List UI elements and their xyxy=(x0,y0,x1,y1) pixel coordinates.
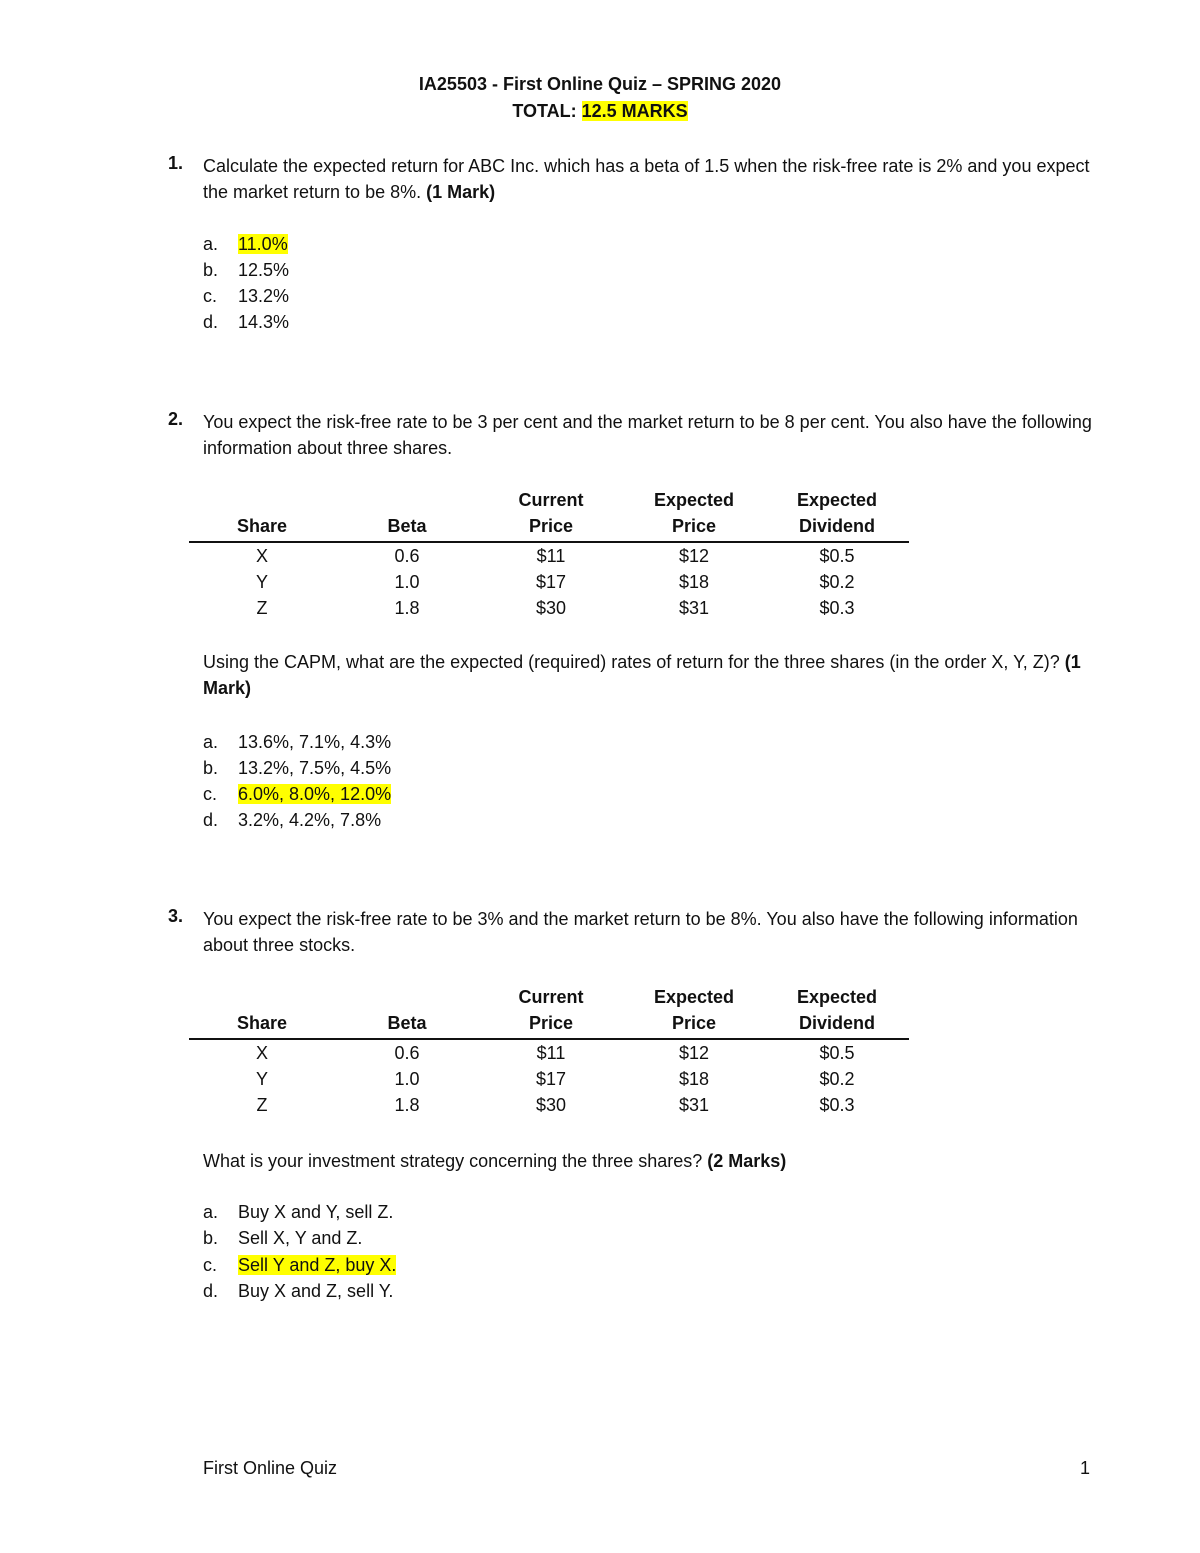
col-header-expected-price: Expected Price xyxy=(623,487,765,542)
table-cell: $31 xyxy=(678,598,710,618)
table-cell: $17 xyxy=(535,1069,567,1089)
option-text: Sell Y and Z, buy X. xyxy=(238,1255,397,1275)
table-cell: Y xyxy=(255,572,268,592)
table-cell: $31 xyxy=(678,1095,710,1115)
q1-option-b[interactable] xyxy=(203,257,289,283)
table-header-row xyxy=(189,487,909,542)
option-text: Sell X, Y and Z. xyxy=(238,1228,363,1248)
table-cell: $0.2 xyxy=(819,1069,855,1089)
table-header-row xyxy=(189,984,909,1039)
table-cell: $0.3 xyxy=(819,598,855,618)
table-cell: Z xyxy=(256,1095,268,1115)
table-cell: $12 xyxy=(678,546,710,566)
q3-text: You expect the risk-free rate to be 3% and the market return to be 8%. You also have the following information about three stocks. xyxy=(203,909,1078,955)
table-cell: 1.8 xyxy=(394,598,420,618)
col-header-beta: Beta xyxy=(335,984,479,1039)
option-text: 3.2%, 4.2%, 7.8% xyxy=(238,810,382,830)
table-cell: 1.0 xyxy=(394,572,420,592)
col-header-expected-dividend: Expected Dividend xyxy=(765,984,909,1039)
table-cell: $0.2 xyxy=(819,572,855,592)
q1-number: 1. xyxy=(168,153,184,173)
q2-share-table xyxy=(189,487,909,621)
q1-text xyxy=(203,153,1103,205)
col-header-current-price: Current Price xyxy=(479,487,623,542)
option-text: 11.0% xyxy=(238,234,288,254)
q2-prompt xyxy=(203,649,1103,701)
q2-prompt-text: Using the CAPM, what are the expected (required) rates of return for the three shares (in the order X, Y, Z)? xyxy=(203,652,1065,672)
option-text: 13.6%, 7.1%, 4.3% xyxy=(238,732,392,752)
table-row xyxy=(189,1066,909,1092)
total-label: TOTAL: xyxy=(512,101,582,121)
q3-option-c[interactable] xyxy=(203,1252,396,1278)
table-cell: 1.8 xyxy=(394,1095,420,1115)
option-text: 14.3% xyxy=(238,312,290,332)
option-letter: b. xyxy=(203,1228,219,1248)
q1-option-a[interactable] xyxy=(203,231,288,257)
table-cell: X xyxy=(255,1043,268,1063)
col-header-expected-dividend: Expected Dividend xyxy=(765,487,909,542)
q2-option-c[interactable] xyxy=(203,781,391,807)
total-value: 12.5 MARKS xyxy=(581,101,688,121)
option-text: 13.2%, 7.5%, 4.5% xyxy=(238,758,392,778)
quiz-title: IA25503 - First Online Quiz – SPRING 2020 xyxy=(418,74,782,94)
table-cell: $12 xyxy=(678,1043,710,1063)
table-cell: $11 xyxy=(536,546,566,566)
table-cell: $18 xyxy=(678,572,710,592)
q3-option-d[interactable] xyxy=(203,1278,393,1304)
col-header-share: Share xyxy=(189,487,335,542)
table-cell: $30 xyxy=(535,1095,567,1115)
option-text: Buy X and Z, sell Y. xyxy=(238,1281,394,1301)
table-row xyxy=(189,569,909,595)
table-row xyxy=(189,1092,909,1118)
table-row xyxy=(189,595,909,621)
option-letter: b. xyxy=(203,758,219,778)
table-cell: $18 xyxy=(678,1069,710,1089)
table-cell: $0.3 xyxy=(819,1095,855,1115)
option-text: Buy X and Y, sell Z. xyxy=(238,1202,394,1222)
q2-number: 2. xyxy=(168,409,184,429)
table-row xyxy=(189,542,909,569)
col-header-share: Share xyxy=(189,984,335,1039)
footer-title: First Online Quiz xyxy=(203,1458,338,1478)
option-text: 6.0%, 8.0%, 12.0% xyxy=(238,784,392,804)
option-letter: c. xyxy=(203,1255,218,1275)
table-cell: $11 xyxy=(536,1043,566,1063)
table-cell: X xyxy=(255,546,268,566)
table-cell: $0.5 xyxy=(819,546,855,566)
option-letter: a. xyxy=(203,732,219,752)
option-letter: a. xyxy=(203,234,219,254)
q3-share-table xyxy=(189,984,909,1118)
table-row xyxy=(189,1039,909,1066)
table-cell: 1.0 xyxy=(394,1069,420,1089)
col-header-expected-price: Expected Price xyxy=(623,984,765,1039)
q3-prompt-text: What is your investment strategy concerning the three shares? xyxy=(203,1151,708,1171)
q1-option-d[interactable] xyxy=(203,309,289,335)
q1-stem: Calculate the expected return for ABC Inc. which has a beta of 1.5 when the risk-free rate is 2% and you expect the market return to be 8%. xyxy=(203,156,1090,202)
q1-option-c[interactable] xyxy=(203,283,289,309)
q2-marks: (1 Mark) xyxy=(203,652,1081,698)
table-cell: $17 xyxy=(535,572,567,592)
table-cell: Y xyxy=(255,1069,268,1089)
table-cell: Z xyxy=(256,598,268,618)
q2-text: You expect the risk-free rate to be 3 per cent and the market return to be 8 per cent. You also have the following information about three shares. xyxy=(203,412,1092,458)
col-header-beta: Beta xyxy=(335,487,479,542)
option-text: 13.2% xyxy=(238,286,290,306)
option-text: 12.5% xyxy=(238,260,290,280)
q3-marks: (2 Marks) xyxy=(707,1151,787,1171)
option-letter: d. xyxy=(203,810,219,830)
total-marks xyxy=(0,101,1200,122)
table-cell: $0.5 xyxy=(819,1043,855,1063)
option-letter: d. xyxy=(203,312,219,332)
table-cell: 0.6 xyxy=(394,546,420,566)
option-letter: d. xyxy=(203,1281,219,1301)
q3-option-b[interactable] xyxy=(203,1225,362,1251)
option-letter: b. xyxy=(203,260,219,280)
col-header-current-price: Current Price xyxy=(479,984,623,1039)
q3-prompt xyxy=(203,1148,1103,1174)
q2-option-b[interactable] xyxy=(203,755,391,781)
q2-option-a[interactable] xyxy=(203,729,391,755)
q1-marks: (1 Mark) xyxy=(426,182,496,202)
q2-option-d[interactable] xyxy=(203,807,381,833)
table-cell: 0.6 xyxy=(394,1043,420,1063)
table-cell: $30 xyxy=(535,598,567,618)
option-letter: c. xyxy=(203,784,218,804)
page-number: 1 xyxy=(1080,1458,1091,1478)
option-letter: a. xyxy=(203,1202,219,1222)
option-letter: c. xyxy=(203,286,218,306)
q3-option-a[interactable] xyxy=(203,1199,393,1225)
q3-number: 3. xyxy=(168,906,184,926)
